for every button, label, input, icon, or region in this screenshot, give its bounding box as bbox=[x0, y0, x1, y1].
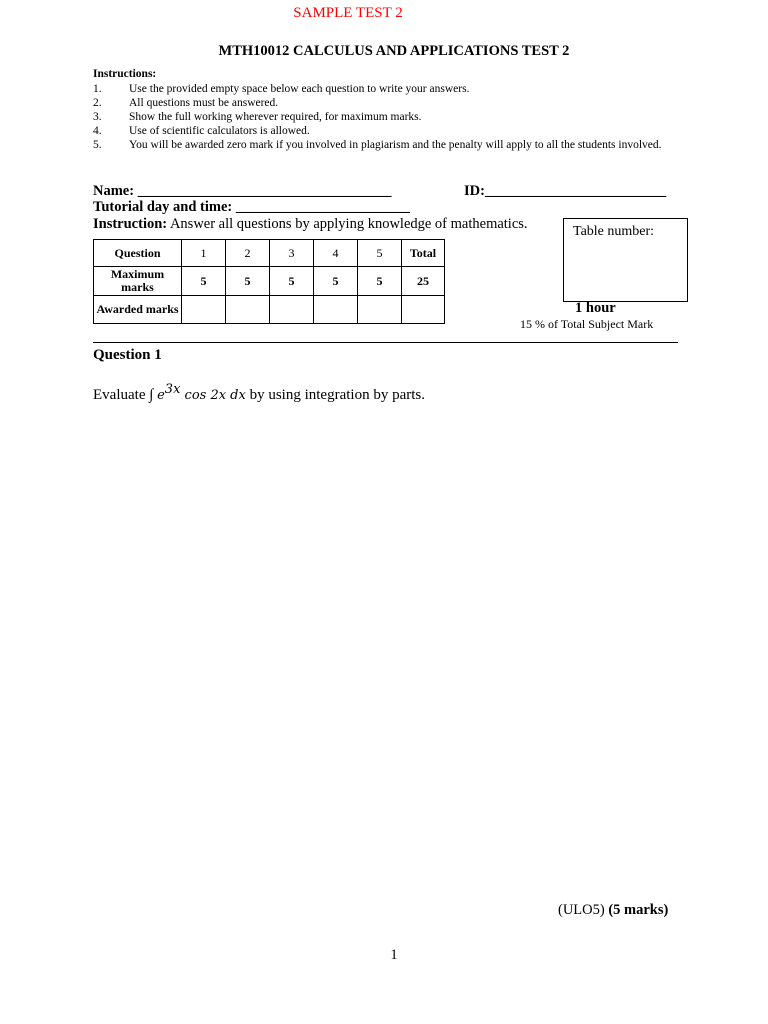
awarded-marks-row bbox=[94, 296, 445, 324]
awarded-mark-cell[interactable] bbox=[182, 296, 226, 324]
max-mark-cell: 5 bbox=[314, 267, 358, 296]
instructions-list bbox=[93, 82, 683, 152]
divider bbox=[93, 342, 678, 343]
general-instruction bbox=[93, 216, 528, 233]
max-marks-row bbox=[94, 267, 445, 296]
marks-label: (5 marks) bbox=[608, 902, 669, 918]
integral-exponent: 3x bbox=[164, 382, 181, 397]
max-mark-cell: 5 bbox=[270, 267, 314, 296]
max-mark-cell: 5 bbox=[358, 267, 402, 296]
integral-rest: cos 2x dx bbox=[180, 388, 246, 403]
instruction-text: Show the full working wherever required, for maximum marks. bbox=[129, 111, 422, 123]
instruction-number: 5. bbox=[93, 139, 102, 151]
header-cell: 3 bbox=[270, 240, 314, 267]
tutorial-field[interactable]: Tutorial day and time: ________________________ bbox=[93, 199, 410, 215]
row-label: Maximum marks bbox=[94, 267, 182, 296]
instruction-text: All questions must be answered. bbox=[129, 97, 279, 109]
instruction-item bbox=[93, 124, 683, 138]
header-cell: Total bbox=[402, 240, 445, 267]
marks-table bbox=[93, 239, 445, 324]
instruction-label: Instruction: bbox=[93, 216, 168, 232]
instruction-text: You will be awarded zero mark if you involved in plagiarism and the penalty will apply to all the students involved. bbox=[129, 139, 662, 151]
instructions-heading: Instructions: bbox=[93, 68, 157, 80]
awarded-mark-cell[interactable] bbox=[314, 296, 358, 324]
instruction-number: 4. bbox=[93, 125, 102, 137]
awarded-mark-cell[interactable] bbox=[226, 296, 270, 324]
instruction-item bbox=[93, 110, 683, 124]
name-field[interactable]: Name: ___________________________________ bbox=[93, 183, 392, 199]
header-cell: 1 bbox=[182, 240, 226, 267]
question-suffix: by using integration by parts. bbox=[245, 387, 425, 403]
header-cell: 4 bbox=[314, 240, 358, 267]
max-mark-cell: 5 bbox=[182, 267, 226, 296]
sample-test-label: SAMPLE TEST 2 bbox=[293, 5, 403, 21]
table-number-label: Table number: bbox=[573, 224, 655, 239]
page-number: 1 bbox=[390, 947, 398, 963]
integral-base: e bbox=[157, 388, 165, 403]
awarded-mark-cell[interactable] bbox=[270, 296, 314, 324]
instruction-item bbox=[93, 82, 683, 96]
marks-header-row bbox=[94, 240, 445, 267]
row-label: Awarded marks bbox=[94, 296, 182, 324]
ulo-label: (ULO5) bbox=[558, 902, 609, 918]
table-number-box[interactable] bbox=[563, 218, 688, 302]
question-heading: Question 1 bbox=[93, 347, 162, 363]
question-text bbox=[93, 382, 425, 404]
header-cell: Question bbox=[94, 240, 182, 267]
question-prefix: Evaluate bbox=[93, 387, 150, 403]
instruction-number: 1. bbox=[93, 83, 102, 95]
question-marks bbox=[558, 902, 668, 919]
awarded-mark-total[interactable] bbox=[402, 296, 445, 324]
instruction-item bbox=[93, 96, 683, 110]
header-cell: 2 bbox=[226, 240, 270, 267]
instruction-text: Use of scientific calculators is allowed. bbox=[129, 125, 310, 137]
id-field[interactable]: ID:_________________________ bbox=[464, 183, 667, 199]
duration: 1 hour bbox=[575, 300, 616, 316]
awarded-mark-cell[interactable] bbox=[358, 296, 402, 324]
max-mark-total: 25 bbox=[402, 267, 445, 296]
instruction-item bbox=[93, 138, 683, 152]
instruction-number: 2. bbox=[93, 97, 102, 109]
test-title: MTH10012 CALCULUS AND APPLICATIONS TEST 2 bbox=[218, 43, 570, 59]
instruction-text: Answer all questions by applying knowledge of mathematics. bbox=[167, 216, 528, 232]
instruction-text: Use the provided empty space below each question to write your answers. bbox=[129, 83, 470, 95]
instruction-number: 3. bbox=[93, 111, 102, 123]
weight-note: 15 % of Total Subject Mark bbox=[520, 317, 654, 331]
max-mark-cell: 5 bbox=[226, 267, 270, 296]
integral-sign: ∫ bbox=[149, 387, 154, 403]
header-cell: 5 bbox=[358, 240, 402, 267]
